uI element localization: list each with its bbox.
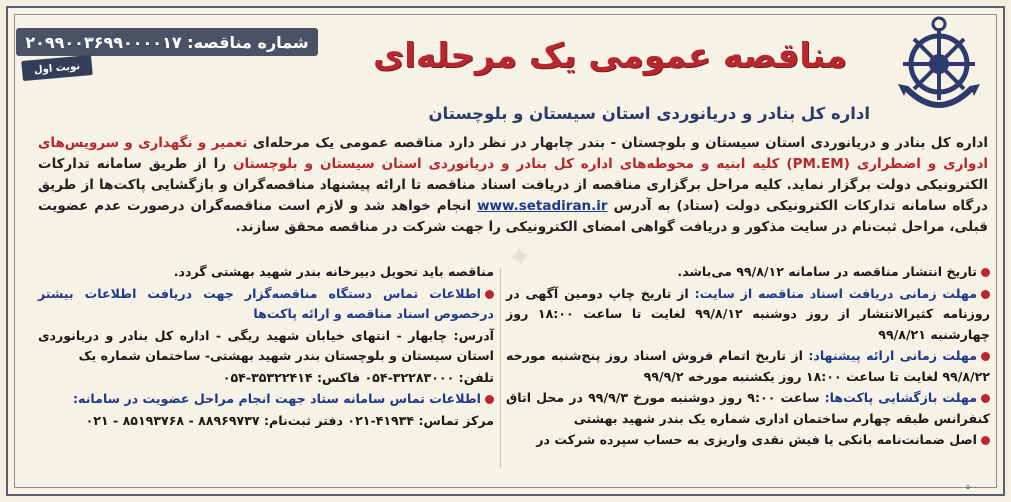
website-link[interactable]: www.setadiran.ir [477,198,608,214]
setad-contact-text: مرکز تماس: ۴۱۹۳۴-۰۲۱ دفتر ثبت‌نام: ۸۸۹۶۹۷۳۷ - ۸۵۱۹۳۷۶۸ - ۰۲۱ [85,412,494,428]
column-divider [500,268,501,468]
red-dot-bullet-icon [485,395,494,404]
docs-deadline-text: از تاریخ چاپ دومین آگهی در روزنامه کثیرالانتشار از روز دوشنبه ۹۹/۸/۱۲ لغایت تا ساعت ۱۸:۰۰ روز چهارشنبه ۹۹/۸/۲۱ [506,285,991,342]
guarantee-continued: مناقصه باید تحویل دبیرخانه بندر شهید بهشتی گردد. [173,264,494,279]
intro-paragraph [38,133,988,238]
right-column [506,262,990,452]
left-column [38,262,494,432]
offer-deadline-text: از تاریخ اتمام فروش اسناد روز پنج‌شنبه مورخه ۹۹/۸/۲۲ لغایت تا ساعت ۱۸:۰۰ روز یکشنبه مورخه ۹۹/۹/۲ [506,348,990,384]
intro-text-1: اداره کل بنادر و دریانوردی استان سیستان و بلوچستان - بندر چابهار در نظر دارد مناقصه عمومی یک مرحله‌ای [247,135,988,151]
first-print-badge: نوبت اول [21,55,92,81]
publish-date-text: تاریخ انتشار مناقصه در سامانه ۹۹/۸/۱۲ می‌باشد. [677,264,977,279]
list-item [506,284,990,346]
list-item [506,346,990,387]
red-dot-bullet-icon [485,290,494,299]
guarantee-text: اصل ضمانت‌نامه بانکی یا فیش نقدی واریزی به حساب سپرده شرکت در [536,432,977,447]
anchor-ship-wheel-icon [884,14,994,122]
subtitle: اداره کل بنادر و دریانوردی استان سیستان و بلوچستان [428,104,870,123]
intro-highlight: تعمیر و نگهداری و سرویس‌های ادواری و اضطراری (PM.EM) کلیه ابنیه و محوطه‌های اداره کل بنادر و دریانوردی استان سیستان و بلوچستان [38,135,989,172]
list-item [38,389,494,410]
red-dot-bullet-icon [981,290,990,299]
opening-text: ساعت ۹:۰۰ روز دوشنبه مورخ ۹۹/۹/۳ در محل اتاق کنفرانس طبقه چهارم ساختمان اداری شماره یک بندر شهید بهشتی [506,390,990,426]
docs-deadline-label: مهلت زمانی دریافت اسناد مناقصه از سایت: [694,285,977,301]
page-title: مناقصه عمومی یک مرحله‌ای [373,36,847,76]
red-dot-bullet-icon [981,352,990,361]
list-item [506,388,990,429]
red-dot-bullet-icon [981,268,990,277]
setad-heading: اطلاعات تماس سامانه ستاد جهت انجام مراحل عضویت در سامانه: [73,391,481,406]
red-dot-bullet-icon [981,436,990,445]
intro-text-3: انجام خواهد شد و لازم است مناقصه‌گران درصورت عدم عضویت قبلی، مراحل ثبت‌نام در سایت مذکور و دریافت گواهی امضای الکترونیکی را جهت شرکت در مناقصه محقق سازند. [38,198,988,235]
opening-label: مهلت بازگشایی پاکت‌ها: [824,390,977,405]
list-item [506,262,990,283]
list-item [506,430,990,451]
ad-code: ۵۰۰ [966,483,978,491]
contact-heading: اطلاعات تماس دستگاه مناقصه‌گزار جهت دریافت اطلاعات بیشتر درخصوص اسناد مناقصه و ارائه پاکت‌ها [38,285,494,321]
address-text: آدرس: چابهار - انتهای خیابان شهید ریگی - اداره کل بنادر و دریانوردی استان سیستان و بلوچستان بندر شهید بهشتی- ساختمان شماره یک [38,327,494,363]
tender-number-badge: شماره مناقصه: ۲۰۹۹۰۰۳۶۹۹۰۰۰۰۱۷ [16,28,318,56]
list-item [38,284,494,325]
intro-text-2: را از طریق سامانه تدارکات الکترونیکی دولت برگزار نماید. کلیه مراحل برگزاری مناقصه از دریافت اسناد مناقصه تا ارائه پیشنهاد مناقصه‌گران و بازگشایی پاکت‌ها از طریق درگاه سامانه تدارکات الکترونیکی دولت (ستاد) به آدرس [38,156,988,214]
offer-deadline-label: مهلت زمانی ارائه پیشنهاد: [808,348,977,363]
red-dot-bullet-icon [981,394,990,403]
phone-text: تلفن: ۳۲۲۸۳۰۰۰-۰۵۴ فاکس: ۳۵۳۲۲۴۱۴-۰۵۴ [222,369,494,385]
